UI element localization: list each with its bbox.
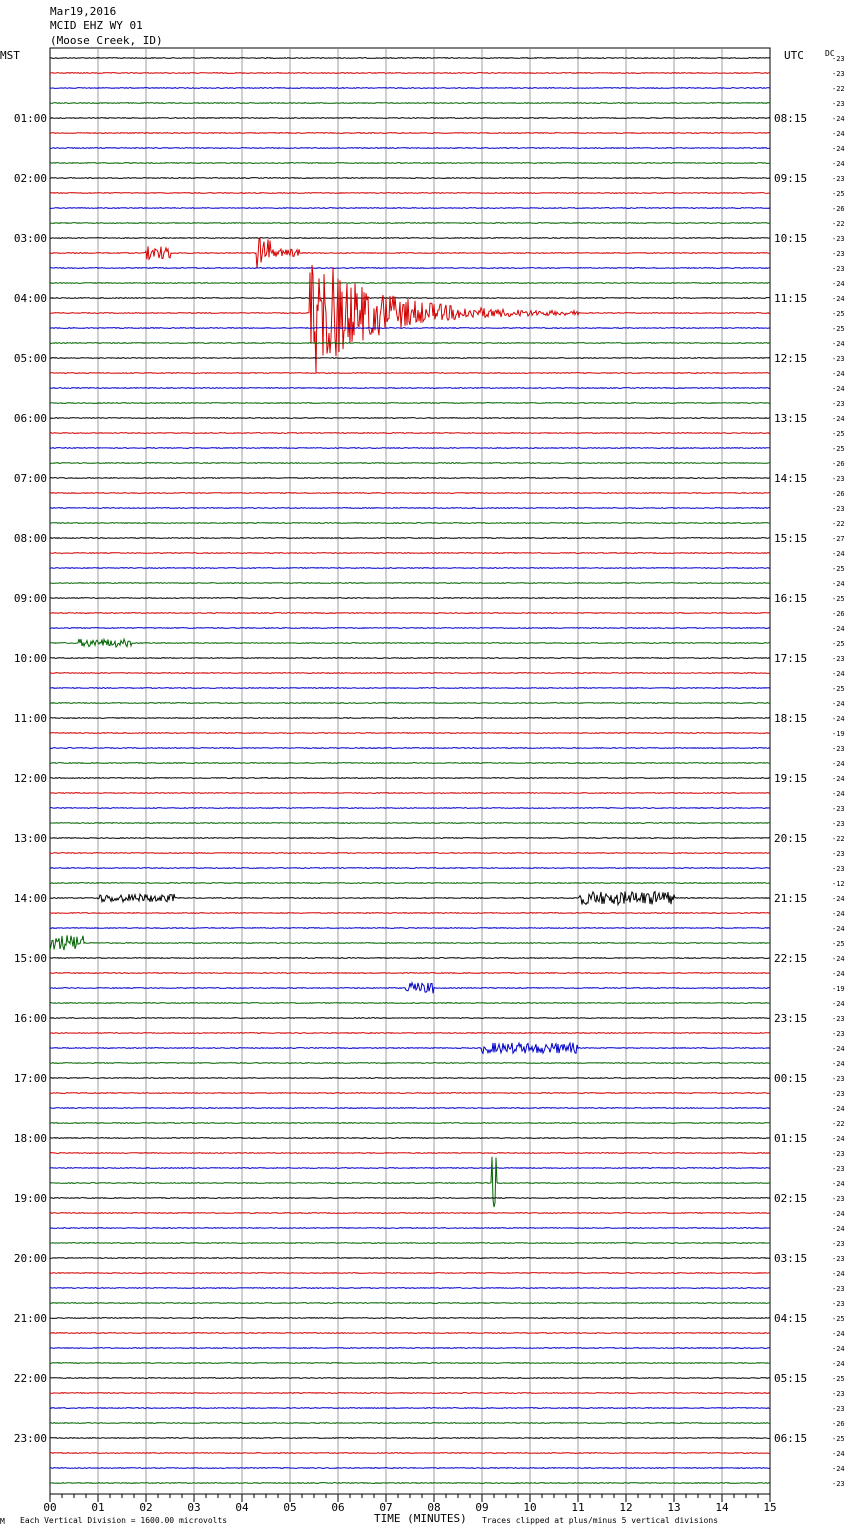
dc-offset-label: -25 xyxy=(832,685,845,693)
seismic-trace xyxy=(50,1393,770,1394)
dc-offset-label: -24 xyxy=(832,1180,845,1188)
dc-offset-label: -23 xyxy=(832,250,845,258)
seismic-trace xyxy=(50,1303,770,1304)
dc-offset-label: -26 xyxy=(832,610,845,618)
dc-offset-label: -23 xyxy=(832,745,845,753)
clipping-note: Traces clipped at plus/minus 5 vertical divisions xyxy=(482,1516,719,1525)
dc-offset-label: -22 xyxy=(832,85,845,93)
mst-hour-label: 01:00 xyxy=(13,112,47,125)
utc-hour-label: 20:15 xyxy=(774,832,808,845)
seismic-trace xyxy=(50,913,770,914)
seismic-trace xyxy=(50,1408,770,1409)
seismic-trace xyxy=(50,583,770,584)
dc-offset-label: -23 xyxy=(832,1030,845,1038)
seismic-trace xyxy=(50,88,770,89)
mst-hour-label: 15:00 xyxy=(13,952,47,965)
seismic-trace xyxy=(50,298,770,299)
x-tick-label: 06 xyxy=(331,1501,345,1514)
dc-offset-label: -26 xyxy=(832,205,845,213)
seismic-trace xyxy=(50,265,770,373)
dc-offset-label: -23 xyxy=(832,175,845,183)
utc-hour-label: 00:15 xyxy=(774,1072,808,1085)
dc-offset-label: -24 xyxy=(832,1135,845,1143)
seismic-trace xyxy=(50,639,770,647)
seismic-trace xyxy=(50,1318,770,1319)
dc-offset-label: -26 xyxy=(832,460,845,468)
dc-offset-label: -24 xyxy=(832,715,845,723)
seismic-trace xyxy=(50,1288,770,1289)
seismic-trace xyxy=(50,133,770,134)
seismic-trace xyxy=(50,403,770,404)
dc-offset-label: -23 xyxy=(832,1150,845,1158)
mst-hour-label: 12:00 xyxy=(13,772,47,785)
dc-offset-label: -23 xyxy=(832,655,845,663)
seismic-trace xyxy=(50,418,770,419)
utc-hour-label: 19:15 xyxy=(774,772,808,785)
seismic-trace xyxy=(50,433,770,434)
mst-hour-label: 21:00 xyxy=(13,1312,47,1325)
seismic-trace xyxy=(50,148,770,149)
mst-hour-label: 09:00 xyxy=(13,592,47,605)
seismic-trace xyxy=(50,1333,770,1334)
seismic-trace xyxy=(50,1258,770,1259)
vertical-division-note: Each Vertical Division = 1600.00 microvolts xyxy=(20,1516,228,1525)
seismic-trace xyxy=(50,1468,770,1469)
dc-offset-label: -25 xyxy=(832,430,845,438)
x-tick-label: 13 xyxy=(667,1501,681,1514)
utc-hour-label: 17:15 xyxy=(774,652,808,665)
seismic-trace xyxy=(50,508,770,509)
dc-offset-label: -25 xyxy=(832,565,845,573)
dc-offset-label: -23 xyxy=(832,235,845,243)
mst-hour-label: 03:00 xyxy=(13,232,47,245)
dc-offset-label: -25 xyxy=(832,1375,845,1383)
seismic-trace xyxy=(50,718,770,719)
dc-offset-label: -23 xyxy=(832,1090,845,1098)
seismic-trace xyxy=(50,703,770,704)
dc-offset-label: -23 xyxy=(832,265,845,273)
dc-offset-label: -24 xyxy=(832,1000,845,1008)
dc-offset-label: -25 xyxy=(832,1435,845,1443)
dc-offset-label: -24 xyxy=(832,580,845,588)
dc-offset-label: -24 xyxy=(832,760,845,768)
dc-offset-label: -24 xyxy=(832,1270,845,1278)
seismic-trace xyxy=(50,892,770,905)
x-tick-label: 09 xyxy=(475,1501,489,1514)
dc-offset-label: -24 xyxy=(832,130,845,138)
dc-offset-label: -24 xyxy=(832,1450,845,1458)
x-axis-title: TIME (MINUTES) xyxy=(374,1512,467,1525)
dc-offset-label: -24 xyxy=(832,385,845,393)
seismic-trace xyxy=(50,1453,770,1454)
dc-offset-label: -12 xyxy=(832,880,845,888)
mst-hour-label: 10:00 xyxy=(13,652,47,665)
dc-offset-label: -23 xyxy=(832,1075,845,1083)
x-tick-label: 00 xyxy=(43,1501,57,1514)
dc-offset-label: -23 xyxy=(832,355,845,363)
dc-offset-label: -24 xyxy=(832,775,845,783)
seismic-trace xyxy=(50,1138,770,1139)
dc-offset-label: -23 xyxy=(832,100,845,108)
utc-hour-label: 12:15 xyxy=(774,352,808,365)
seismic-trace xyxy=(50,1243,770,1244)
dc-offset-label: -24 xyxy=(832,1210,845,1218)
dc-offset-label: -24 xyxy=(832,625,845,633)
seismic-trace xyxy=(50,598,770,599)
dc-offset-label: -23 xyxy=(832,400,845,408)
seismic-trace xyxy=(50,388,770,389)
plot-frame xyxy=(50,48,770,1494)
utc-hour-label: 21:15 xyxy=(774,892,808,905)
date-label: Mar19,2016 xyxy=(50,5,117,18)
seismic-trace xyxy=(50,763,770,764)
seismic-trace xyxy=(50,1063,770,1064)
seismic-trace xyxy=(50,628,770,629)
seismic-trace xyxy=(50,1348,770,1349)
seismic-trace xyxy=(50,748,770,749)
seismic-trace xyxy=(50,793,770,794)
mst-hour-label: 02:00 xyxy=(13,172,47,185)
mst-hour-label: 16:00 xyxy=(13,1012,47,1025)
mst-hour-label: 04:00 xyxy=(13,292,47,305)
seismic-trace xyxy=(50,983,770,994)
seismic-trace xyxy=(50,823,770,824)
seismic-trace xyxy=(50,283,770,284)
seismic-trace xyxy=(50,343,770,344)
dc-offset-label: -23 xyxy=(832,1300,845,1308)
utc-hour-label: 09:15 xyxy=(774,172,808,185)
dc-offset-label: -22 xyxy=(832,1120,845,1128)
dc-offset-label: -24 xyxy=(832,115,845,123)
seismic-trace xyxy=(50,373,770,374)
dc-offset-label: -25 xyxy=(832,445,845,453)
dc-offset-label: -24 xyxy=(832,1105,845,1113)
x-tick-label: 08 xyxy=(427,1501,441,1514)
dc-offset-label: -22 xyxy=(832,220,845,228)
seismic-trace xyxy=(50,1078,770,1079)
dc-offset-label: -25 xyxy=(832,1315,845,1323)
seismic-trace xyxy=(50,223,770,224)
dc-offset-label: -24 xyxy=(832,280,845,288)
dc-offset-label: -25 xyxy=(832,640,845,648)
dc-offset-label: -24 xyxy=(832,1045,845,1053)
utc-hour-label: 10:15 xyxy=(774,232,808,245)
location-label: (Moose Creek, ID) xyxy=(50,34,163,47)
dc-offset-label: -24 xyxy=(832,1345,845,1353)
seismic-trace xyxy=(50,838,770,839)
dc-offset-label: -25 xyxy=(832,190,845,198)
utc-hour-label: 05:15 xyxy=(774,1372,808,1385)
seismic-trace xyxy=(50,1273,770,1274)
dc-offset-label: -23 xyxy=(832,1240,845,1248)
x-tick-label: 03 xyxy=(187,1501,201,1514)
seismic-trace xyxy=(50,523,770,524)
seismic-trace xyxy=(50,1018,770,1019)
seismic-trace xyxy=(50,973,770,974)
dc-offset-label: -24 xyxy=(832,145,845,153)
dc-offset-label: -23 xyxy=(832,1255,845,1263)
mst-hour-label: 22:00 xyxy=(13,1372,47,1385)
seismic-trace xyxy=(50,553,770,554)
dc-offset-label: -24 xyxy=(832,370,845,378)
seismic-trace xyxy=(50,493,770,494)
dc-offset-label: -24 xyxy=(832,340,845,348)
seismic-trace xyxy=(50,1438,770,1439)
seismic-trace xyxy=(50,868,770,869)
seismic-trace xyxy=(50,958,770,959)
dc-offset-label: -23 xyxy=(832,55,845,63)
utc-hour-label: 22:15 xyxy=(774,952,808,965)
dc-offset-label: -19 xyxy=(832,985,845,993)
dc-offset-label: -23 xyxy=(832,1165,845,1173)
dc-offset-label: -25 xyxy=(832,595,845,603)
dc-offset-label: -24 xyxy=(832,160,845,168)
mst-hour-label: 05:00 xyxy=(13,352,47,365)
mst-hour-label: 08:00 xyxy=(13,532,47,545)
utc-hour-label: 06:15 xyxy=(774,1432,808,1445)
dc-offset-label: -23 xyxy=(832,1405,845,1413)
corner-mark: M xyxy=(0,1517,5,1526)
utc-hour-label: 02:15 xyxy=(774,1192,808,1205)
dc-offset-label: -24 xyxy=(832,955,845,963)
seismic-trace xyxy=(50,178,770,179)
mst-hour-label: 18:00 xyxy=(13,1132,47,1145)
utc-zone-label: UTC xyxy=(784,49,804,62)
dc-offset-label: -24 xyxy=(832,415,845,423)
mst-hour-label: 17:00 xyxy=(13,1072,47,1085)
seismic-trace xyxy=(50,658,770,659)
dc-offset-label: -23 xyxy=(832,1195,845,1203)
dc-offset-label: -26 xyxy=(832,1420,845,1428)
seismic-trace xyxy=(50,1168,770,1169)
dc-offset-label: -23 xyxy=(832,475,845,483)
seismic-trace xyxy=(50,883,770,884)
x-tick-label: 04 xyxy=(235,1501,249,1514)
dc-offset-label: -23 xyxy=(832,850,845,858)
x-tick-label: 02 xyxy=(139,1501,153,1514)
dc-offset-label: -24 xyxy=(832,1060,845,1068)
dc-offset-label: -24 xyxy=(832,925,845,933)
utc-hour-label: 13:15 xyxy=(774,412,808,425)
seismic-trace xyxy=(50,1483,770,1484)
seismic-trace xyxy=(50,1108,770,1109)
dc-offset-label: -23 xyxy=(832,1480,845,1488)
seismic-trace xyxy=(50,1003,770,1004)
utc-hour-label: 14:15 xyxy=(774,472,808,485)
seismic-trace xyxy=(50,478,770,479)
seismic-trace xyxy=(50,1157,770,1207)
dc-offset-label: -23 xyxy=(832,70,845,78)
utc-hour-label: 03:15 xyxy=(774,1252,808,1265)
seismic-trace xyxy=(50,1153,770,1154)
seismic-trace xyxy=(50,688,770,689)
utc-hour-label: 18:15 xyxy=(774,712,808,725)
utc-hour-label: 01:15 xyxy=(774,1132,808,1145)
dc-offset-label: -22 xyxy=(832,520,845,528)
dc-offset-label: -24 xyxy=(832,910,845,918)
seismic-trace xyxy=(50,568,770,569)
dc-header-label: DC xyxy=(825,49,835,58)
dc-offset-label: -25 xyxy=(832,310,845,318)
seismic-trace xyxy=(50,538,770,539)
x-tick-label: 01 xyxy=(91,1501,105,1514)
dc-offset-label: -23 xyxy=(832,865,845,873)
dc-offset-label: -25 xyxy=(832,940,845,948)
seismic-trace xyxy=(50,1363,770,1364)
seismic-trace xyxy=(50,1423,770,1424)
seismic-trace xyxy=(50,1213,770,1214)
seismic-trace xyxy=(50,1228,770,1229)
utc-hour-label: 04:15 xyxy=(774,1312,808,1325)
dc-offset-label: -23 xyxy=(832,1285,845,1293)
utc-hour-label: 15:15 xyxy=(774,532,808,545)
utc-hour-label: 11:15 xyxy=(774,292,808,305)
x-tick-label: 14 xyxy=(715,1501,729,1514)
dc-offset-label: -24 xyxy=(832,700,845,708)
dc-offset-label: -24 xyxy=(832,550,845,558)
seismic-trace xyxy=(50,928,770,929)
seismic-trace xyxy=(50,238,770,239)
seismic-trace xyxy=(50,463,770,464)
x-tick-label: 05 xyxy=(283,1501,297,1514)
mst-hour-label: 06:00 xyxy=(13,412,47,425)
dc-offset-label: -24 xyxy=(832,295,845,303)
seismic-trace xyxy=(50,208,770,209)
x-tick-label: 15 xyxy=(763,1501,777,1514)
dc-offset-label: -22 xyxy=(832,835,845,843)
dc-offset-label: -24 xyxy=(832,970,845,978)
seismic-trace xyxy=(50,58,770,59)
seismic-trace xyxy=(50,808,770,809)
seismic-trace xyxy=(50,935,770,950)
dc-offset-label: -23 xyxy=(832,1390,845,1398)
seismic-trace xyxy=(50,448,770,449)
dc-offset-label: -24 xyxy=(832,1465,845,1473)
seismic-trace xyxy=(50,1198,770,1199)
x-tick-label: 07 xyxy=(379,1501,393,1514)
station-label: MCID EHZ WY 01 xyxy=(50,19,143,32)
dc-offset-label: -23 xyxy=(832,505,845,513)
dc-offset-label: -19 xyxy=(832,730,845,738)
seismic-trace xyxy=(50,73,770,74)
mst-hour-label: 11:00 xyxy=(13,712,47,725)
seismic-trace xyxy=(50,733,770,734)
utc-hour-label: 08:15 xyxy=(774,112,808,125)
x-tick-label: 11 xyxy=(571,1501,585,1514)
dc-offset-label: -23 xyxy=(832,805,845,813)
dc-offset-label: -24 xyxy=(832,895,845,903)
seismic-trace xyxy=(50,613,770,614)
mst-zone-label: MST xyxy=(0,49,20,62)
dc-offset-label: -26 xyxy=(832,490,845,498)
dc-offset-label: -25 xyxy=(832,325,845,333)
mst-hour-label: 07:00 xyxy=(13,472,47,485)
dc-offset-label: -24 xyxy=(832,1330,845,1338)
seismic-trace xyxy=(50,268,770,269)
mst-hour-label: 23:00 xyxy=(13,1432,47,1445)
dc-offset-label: -27 xyxy=(832,535,845,543)
seismic-trace xyxy=(50,193,770,194)
seismic-trace xyxy=(50,1043,770,1054)
seismic-trace xyxy=(50,358,770,359)
seismic-trace xyxy=(50,1123,770,1124)
seismic-trace xyxy=(50,673,770,674)
dc-offset-label: -23 xyxy=(832,1015,845,1023)
dc-offset-label: -23 xyxy=(832,820,845,828)
seismic-trace xyxy=(50,1378,770,1379)
seismic-trace xyxy=(50,103,770,104)
seismic-trace xyxy=(50,238,770,269)
seismic-trace xyxy=(50,1093,770,1094)
mst-hour-label: 14:00 xyxy=(13,892,47,905)
dc-offset-label: -24 xyxy=(832,670,845,678)
seismic-trace xyxy=(50,328,770,329)
dc-offset-label: -24 xyxy=(832,1360,845,1368)
utc-hour-label: 16:15 xyxy=(774,592,808,605)
seismic-trace xyxy=(50,853,770,854)
seismic-trace xyxy=(50,778,770,779)
x-tick-label: 12 xyxy=(619,1501,633,1514)
seismic-trace xyxy=(50,1033,770,1034)
mst-hour-label: 13:00 xyxy=(13,832,47,845)
seismic-trace xyxy=(50,118,770,119)
dc-offset-label: -24 xyxy=(832,1225,845,1233)
mst-hour-label: 20:00 xyxy=(13,1252,47,1265)
x-tick-label: 10 xyxy=(523,1501,537,1514)
seismic-trace xyxy=(50,163,770,164)
dc-offset-label: -24 xyxy=(832,790,845,798)
mst-hour-label: 19:00 xyxy=(13,1192,47,1205)
utc-hour-label: 23:15 xyxy=(774,1012,808,1025)
